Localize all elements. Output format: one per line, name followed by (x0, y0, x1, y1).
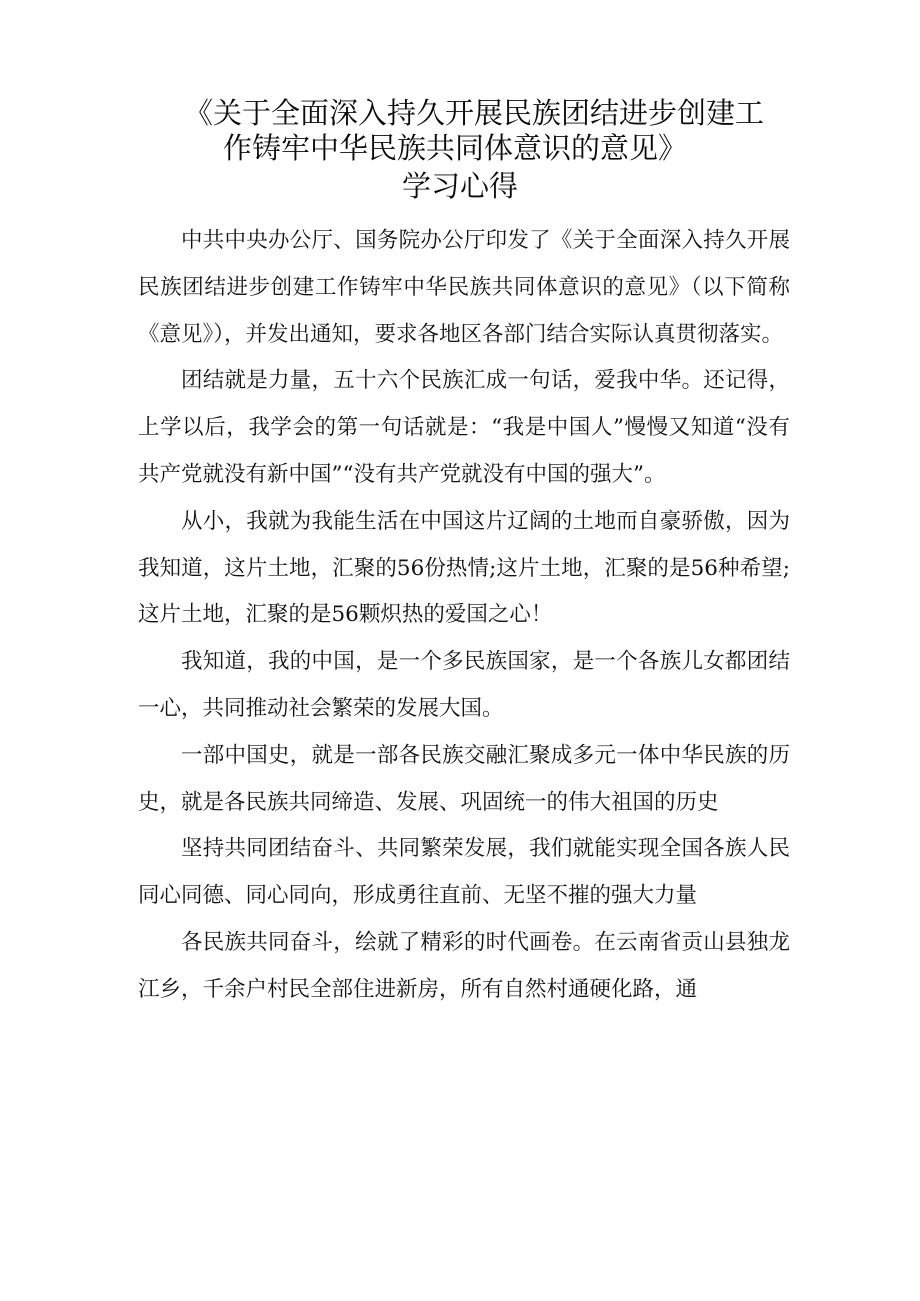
paragraph-4: 我知道，我的中国，是一个多民族国家，是一个各族儿女都团结一心，共同推动社会繁荣的发展大国。 (138, 649, 790, 721)
title-line-1: 《关于全面深入持久开展民族团结进步创建工 (183, 96, 764, 130)
document-title (0, 96, 920, 204)
paragraph-6: 坚持共同团结奋斗、共同繁荣发展，我们就能实现全国各族人民同心同德、同心同向，形成勇往直前、无坚不摧的强大力量 (138, 836, 790, 909)
paragraph-1: 中共中央办公厅、国务院办公厅印发了《关于全面深入持久开展民族团结进步创建工作铸牢中华民族共同体意识的意见》（以下简称《意见》），并发出通知，要求各地区各部门结合实际认真贯彻落实。 (138, 228, 790, 347)
document-body (138, 218, 790, 1014)
paragraph-2: 团结就是力量，五十六个民族汇成一句话，爱我中华。还记得，上学以后，我学会的第一句话就是：“我是中国人”慢慢又知道“没有共产党就没有新中国”“没有共产党就没有中国的强大”。 (138, 368, 790, 487)
title-line-2: 作铸牢中华民族共同体意识的意见》 (222, 131, 687, 165)
paragraph-5: 一部中国史，就是一部各民族交融汇聚成多元一体中华民族的历史，就是各民族共同缔造、发展、巩固统一的伟大祖国的历史 (138, 742, 790, 815)
paragraph-7: 各民族共同奋斗，绘就了精彩的时代画卷。在云南省贡山县独龙江乡，千余户村民全部住进新房，所有自然村通硬化路，通 (138, 929, 790, 1002)
paragraph-3: 从小，我就为我能生活在中国这片辽阔的土地而自豪骄傲，因为我知道，这片土地，汇聚的56份热情;这片土地，汇聚的是56种希望;这片土地，汇聚的是56颗炽热的爱国之心！ (138, 508, 790, 628)
title-line-3: 学习心得 (401, 169, 518, 203)
